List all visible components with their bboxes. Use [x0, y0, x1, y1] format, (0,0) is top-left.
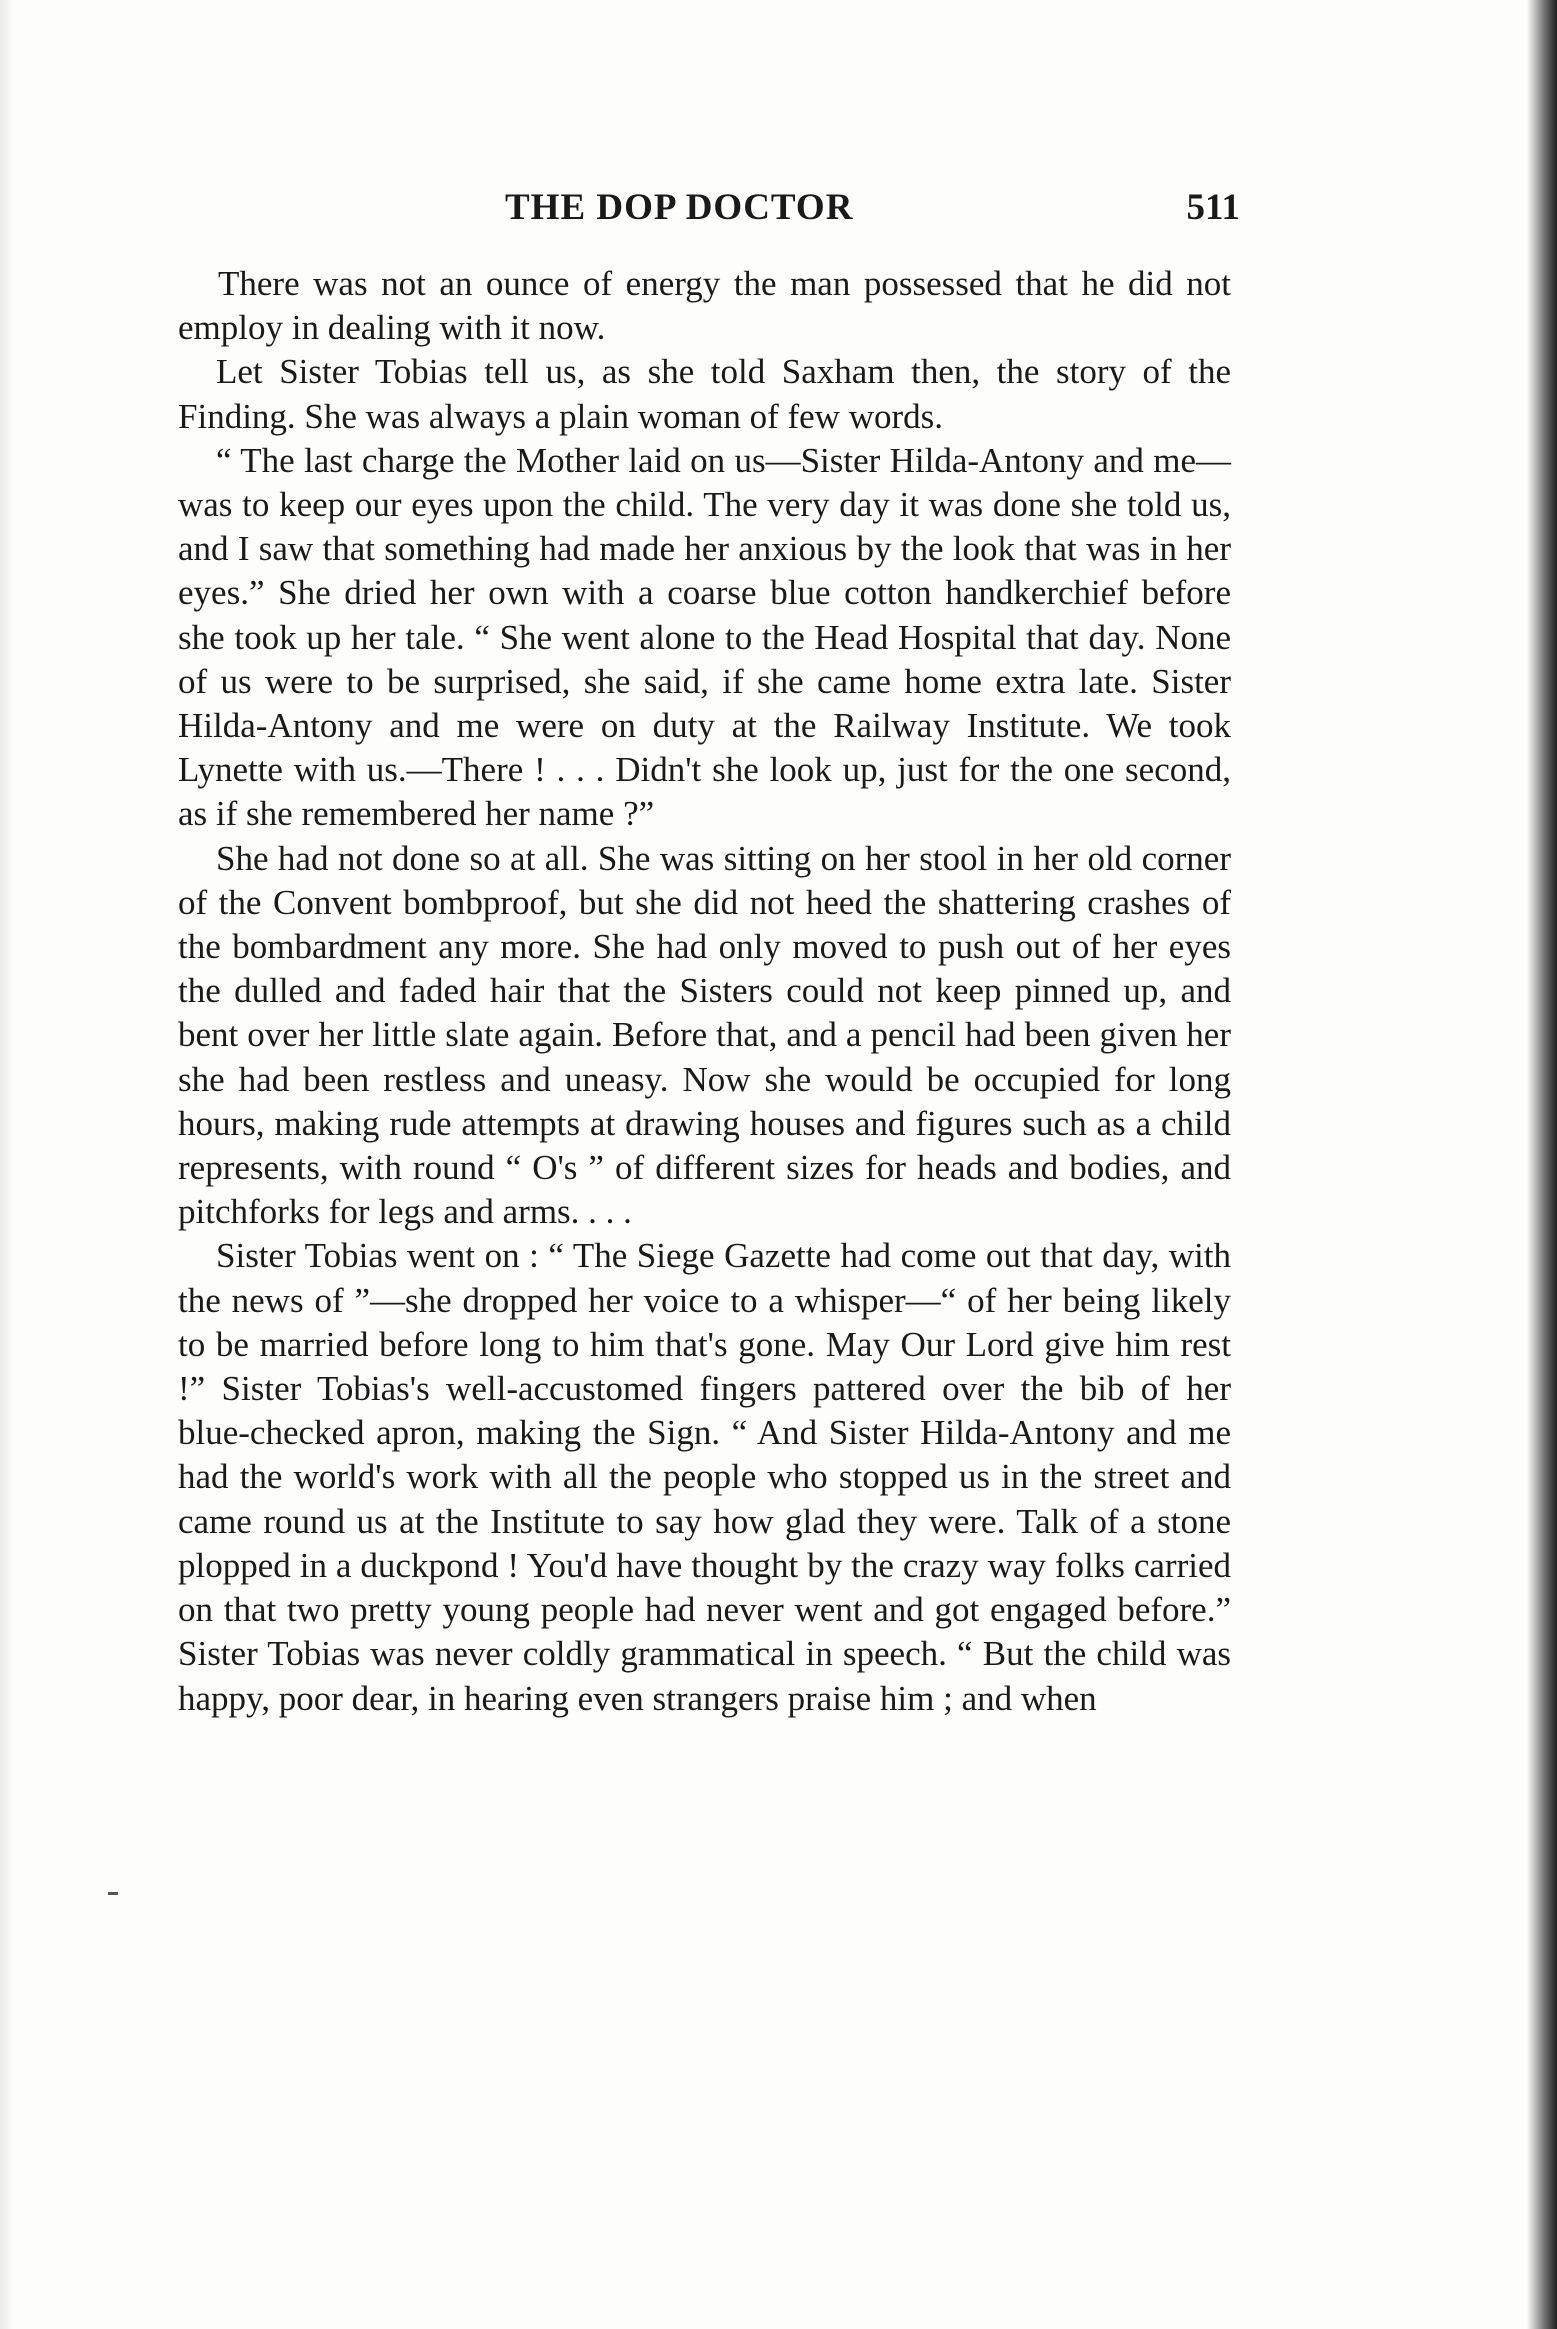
running-title: THE DOP DOCTOR — [505, 187, 854, 228]
page-left-edge — [0, 0, 14, 2329]
page-number: 511 — [1186, 187, 1240, 228]
body-text — [178, 262, 1231, 1721]
running-head — [180, 186, 1240, 246]
margin-mark — [108, 1892, 118, 1895]
paragraph: Let Sister Tobias tell us, as she told Saxham then, the story of the Finding. She was always a plain woman of few words. — [178, 352, 1231, 436]
paragraph: Sister Tobias went on : “ The Siege Gazette had come out that day, with the news of ”—she dropped her voice to a whisper—“ of her being likely to be married before long to him that's gone. May Our Lord give him rest !” Sister Tobias's well-accustomed fingers pattered over the bib of her blue-checked apron, making the Sign. “ And Sister Hilda-Antony and me had the world's work with all the people who stopped us in the street and came round us at the Institute to say how glad they were. Talk of a stone plopped in a duckpond ! You'd have thought by the crazy way folks carried on that two pretty young people had never went and got engaged before.” Sister Tobias was never coldly grammatical in speech. “ But the child was happy, poor dear, in hearing even strangers praise him ; and when — [178, 1236, 1231, 1718]
paragraph: She had not done so at all. She was sitting on her stool in her old corner of the Convent bombproof, but she did not heed the shattering crashes of the bombardment any more. She had only moved to push out of her eyes the dulled and faded hair that the Sisters could not keep pinned up, and bent over her little slate again. Before that, and a pencil had been given her she had been restless and uneasy. Now she would be occupied for long hours, making rude attempts at drawing houses and figures such as a child represents, with round “ O's ” of different sizes for heads and bodies, and pitchforks for legs and arms. . . . — [178, 838, 1231, 1232]
page-binding-shadow — [1527, 0, 1557, 2329]
paragraph: There was not an ounce of energy the man possessed that he did not employ in dealing with it now. — [178, 264, 1231, 348]
paragraph: “ The last charge the Mother laid on us—Sister Hilda-Antony and me—was to keep our eyes upon the child. The very day it was done she told us, and I saw that something had made her anxious by the look that was in her eyes.” She dried her own with a coarse blue cotton handkerchief before she took up her tale. “ She went alone to the Head Hospital that day. None of us were to be surprised, she said, if she came home extra late. Sister Hilda-Antony and me were on duty at the Railway Institute. We took Lynette with us.—There ! . . . Didn't she look up, just for the one second, as if she remembered her name ?” — [178, 440, 1231, 834]
